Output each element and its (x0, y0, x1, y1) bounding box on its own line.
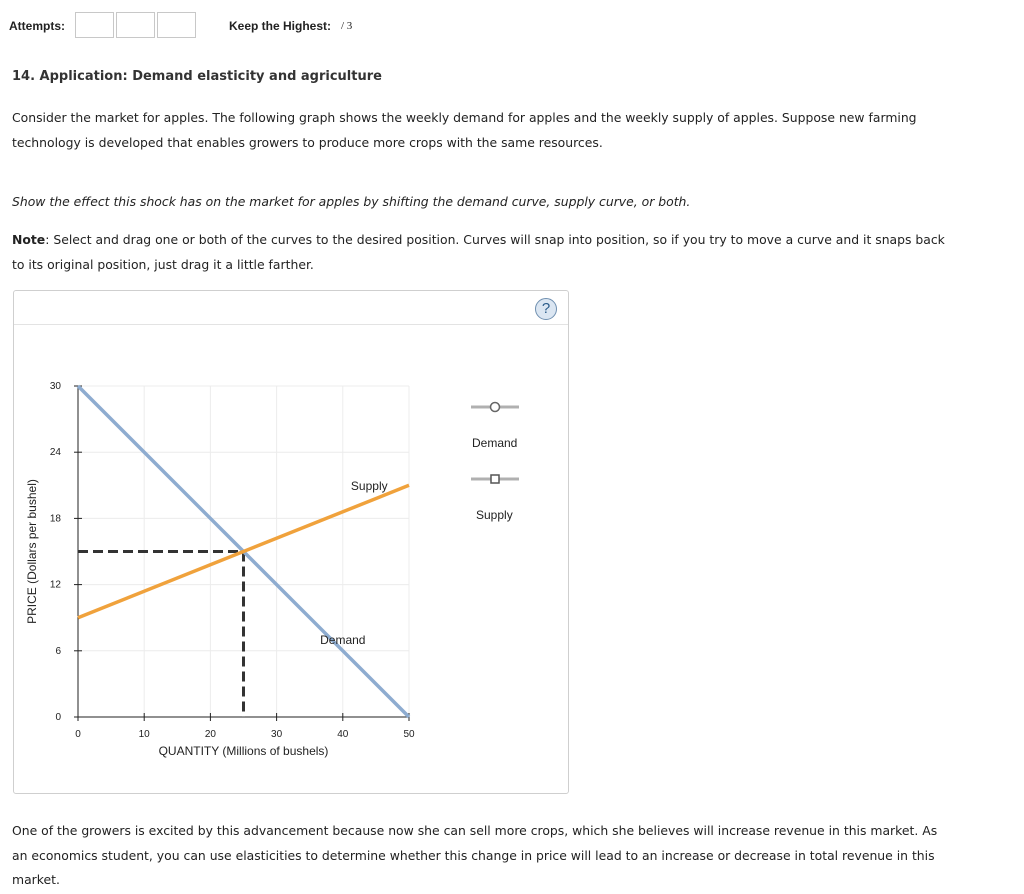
demand-tool-label: Demand (472, 436, 518, 450)
y-tick-label-24: 24 (49, 447, 61, 459)
question-instruction: Show the effect this shock has on the market for apples by shifting the demand curve, supply curve, or both. (12, 194, 691, 209)
x-tick-label-30: 30 (271, 729, 283, 740)
supply-curve-label: Supply (350, 478, 388, 493)
y-tick-label-30: 30 (49, 381, 61, 392)
y-tick-label-18: 18 (49, 513, 61, 525)
question-intro: Consider the market for apples. The following graph shows the weekly demand for apples and the weekly supply of apples. Suppose new farming technology is developed that enables growers to produce more crops with the same resources. (12, 110, 917, 150)
supply-tool-icon[interactable] (471, 472, 519, 486)
demand-tool-icon[interactable] (471, 400, 519, 414)
help-icon[interactable]: ? (535, 298, 557, 320)
x-axis-title: QUANTITY (Millions of bushels) (158, 744, 329, 758)
attempts-label: Attempts: (9, 19, 65, 33)
attempt-box-1 (75, 12, 114, 38)
x-tick-label-20: 20 (204, 729, 216, 740)
x-tick-label-50: 50 (403, 729, 415, 740)
x-tick-label-10: 10 (138, 729, 150, 740)
x-tick-label-0: 0 (75, 729, 81, 740)
attempt-box-2 (116, 12, 155, 38)
question-note (12, 228, 952, 277)
note-text: : Select and drag one or both of the curves to the desired position. Curves will snap into position, so if you try to move a curve and it snaps back to its original position, just drag it a little farther. (12, 232, 945, 272)
graph-panel (13, 290, 569, 794)
demand-curve-label: Demand (320, 632, 366, 647)
supply-demand-chart (14, 291, 570, 795)
note-label: Note (12, 232, 46, 247)
keep-highest-value: / 3 (341, 20, 353, 32)
attempts-bar (0, 0, 1024, 52)
y-axis-title: PRICE (Dollars per bushel) (25, 479, 39, 624)
question-followup: One of the growers is excited by this advancement because now she can sell more crops, which she believes will increase revenue in this market. As an economics student, you can use elasticities to determine whether this change in price will lead to an increase or decrease in total revenue in this market. (12, 823, 938, 887)
supply-tool-label: Supply (476, 508, 513, 522)
labels (25, 381, 415, 758)
equilibrium-guides (78, 552, 244, 718)
x-tick-label-40: 40 (337, 729, 349, 740)
y-tick-label-0: 0 (55, 712, 61, 723)
question-title: 14. Application: Demand elasticity and agriculture (12, 69, 382, 84)
keep-highest-label: Keep the Highest: (229, 19, 332, 33)
y-tick-label-12: 12 (49, 579, 61, 591)
y-tick-label-6: 6 (55, 645, 61, 657)
attempt-box-3 (157, 12, 196, 38)
